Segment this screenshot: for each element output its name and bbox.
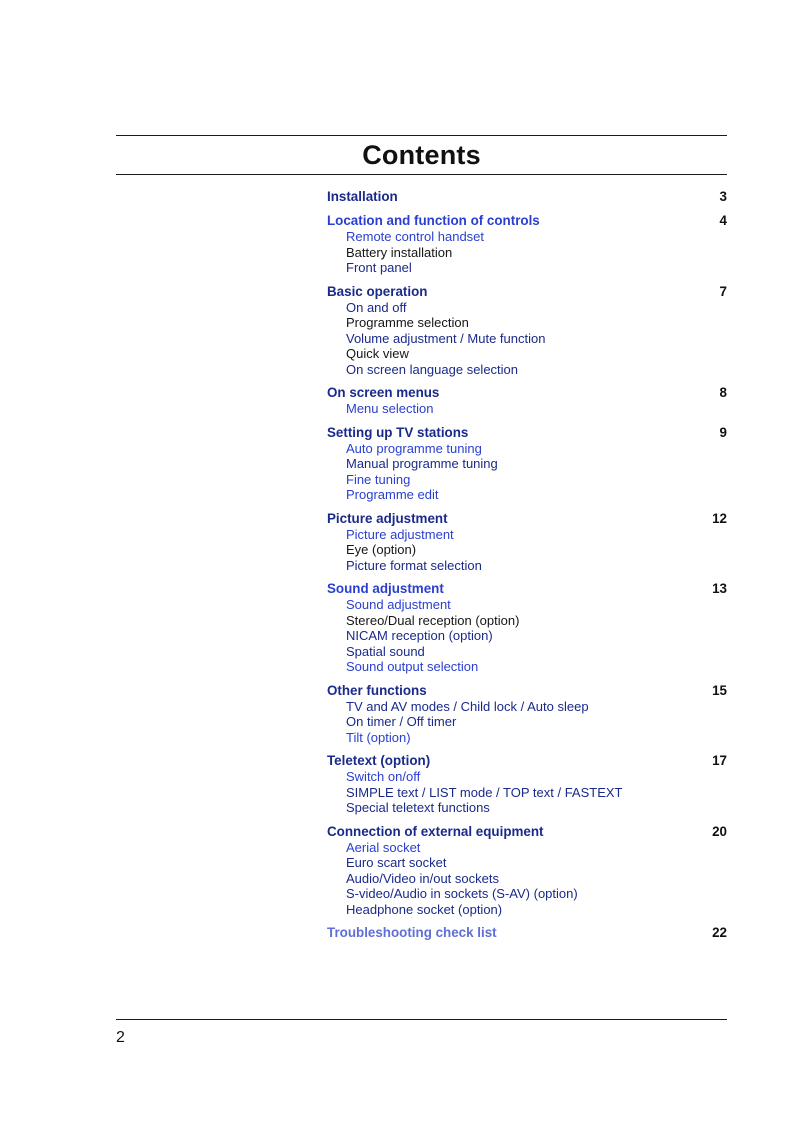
toc-section: [327, 213, 727, 276]
toc-heading-row[interactable]: [327, 189, 727, 205]
toc-page-number: 8: [719, 385, 727, 400]
toc-page-number: 22: [712, 925, 727, 940]
toc-subitem[interactable]: Picture adjustment: [346, 526, 454, 542]
toc-section-heading[interactable]: Other functions: [327, 682, 427, 698]
toc-section-heading[interactable]: Installation: [327, 189, 398, 204]
toc-subitem[interactable]: Battery installation: [346, 244, 453, 260]
toc-section-heading[interactable]: Setting up TV stations: [327, 424, 469, 440]
toc-section: [327, 189, 727, 205]
top-rule: [116, 135, 727, 136]
toc-heading-row[interactable]: [327, 511, 727, 527]
toc-subitem[interactable]: Switch on/off: [346, 769, 421, 784]
toc-subitem[interactable]: Picture format selection: [346, 557, 482, 573]
toc-subitem[interactable]: On timer / Off timer: [346, 714, 457, 729]
toc-page-number: 3: [719, 189, 727, 204]
toc-subitem[interactable]: Aerial socket: [346, 839, 421, 855]
toc-subitem[interactable]: Volume adjustment / Mute function: [346, 330, 546, 346]
title-underline-rule: [116, 174, 727, 175]
toc-heading-row[interactable]: [327, 425, 727, 441]
toc-page-number: 7: [719, 283, 727, 299]
toc-subitem[interactable]: NICAM reception (option): [346, 628, 493, 643]
page-title: Contents: [362, 140, 481, 170]
toc-subitem[interactable]: S-video/Audio in sockets (S-AV) (option): [346, 886, 578, 901]
toc-subitem[interactable]: Quick view: [346, 346, 409, 361]
toc-section: [327, 581, 727, 675]
toc-heading-row[interactable]: [327, 385, 727, 401]
toc-section: [327, 824, 727, 918]
toc-subitem[interactable]: Stereo/Dual reception (option): [346, 612, 520, 628]
toc-page-number: 13: [712, 581, 727, 596]
toc-section: [327, 385, 727, 417]
toc-subitem[interactable]: On screen language selection: [346, 361, 519, 377]
toc-heading-row[interactable]: [327, 683, 727, 699]
toc-heading-row[interactable]: [327, 824, 727, 840]
page-number: 2: [116, 1029, 125, 1046]
toc-page-number: 20: [712, 823, 727, 839]
toc-subitem[interactable]: Programme selection: [346, 315, 469, 330]
toc-subitem[interactable]: Programme edit: [346, 487, 439, 502]
toc-subitem[interactable]: Headphone socket (option): [346, 901, 503, 917]
toc-heading-row[interactable]: [327, 753, 727, 769]
toc-heading-row[interactable]: [327, 925, 727, 941]
toc-section-heading[interactable]: Troubleshooting check list: [327, 925, 497, 940]
toc-page-number: 12: [712, 510, 727, 526]
toc-subitem[interactable]: Auto programme tuning: [346, 440, 482, 456]
toc-section: [327, 511, 727, 574]
toc-heading-row[interactable]: [327, 213, 727, 229]
toc-subitem[interactable]: Spatial sound: [346, 643, 425, 659]
toc-section: [327, 683, 727, 746]
toc-subitem[interactable]: Menu selection: [346, 401, 434, 416]
toc-section-heading[interactable]: Sound adjustment: [327, 581, 444, 596]
toc-section-heading[interactable]: On screen menus: [327, 385, 440, 400]
toc-subitem[interactable]: Special teletext functions: [346, 800, 490, 815]
toc-section: [327, 284, 727, 378]
footer-rule: [116, 1019, 727, 1020]
toc-section: [327, 753, 727, 816]
toc-subitem[interactable]: SIMPLE text / LIST mode / TOP text / FASTEXT: [346, 784, 623, 800]
toc-subitem[interactable]: TV and AV modes / Child lock / Auto sleep: [346, 698, 589, 714]
toc-section: [327, 925, 727, 941]
toc-page-number: 15: [712, 682, 727, 698]
toc-subitem[interactable]: Audio/Video in/out sockets: [346, 870, 499, 886]
toc-page-number: 17: [712, 753, 727, 768]
toc-section-heading[interactable]: Connection of external equipment: [327, 823, 544, 839]
toc-subitem[interactable]: Remote control handset: [346, 229, 485, 244]
toc-section: [327, 425, 727, 503]
toc-subitem[interactable]: Tilt (option): [346, 729, 411, 745]
table-of-contents: [327, 189, 727, 949]
toc-section-heading[interactable]: Location and function of controls: [327, 213, 540, 228]
toc-subitem[interactable]: Manual programme tuning: [346, 456, 498, 471]
toc-subitem[interactable]: Eye (option): [346, 542, 417, 557]
toc-subitem[interactable]: Front panel: [346, 260, 412, 275]
toc-section-heading[interactable]: Basic operation: [327, 283, 428, 299]
toc-subitem[interactable]: Sound output selection: [346, 659, 479, 674]
toc-page-number: 9: [719, 424, 727, 440]
toc-subitem[interactable]: Euro scart socket: [346, 855, 447, 870]
toc-section-heading[interactable]: Picture adjustment: [327, 510, 448, 526]
toc-section-heading[interactable]: Teletext (option): [327, 753, 431, 768]
toc-heading-row[interactable]: [327, 581, 727, 597]
toc-heading-row[interactable]: [327, 284, 727, 300]
toc-subitem[interactable]: Sound adjustment: [346, 597, 451, 612]
toc-page-number: 4: [719, 213, 727, 228]
toc-subitem[interactable]: On and off: [346, 299, 407, 315]
toc-subitem[interactable]: Fine tuning: [346, 471, 411, 487]
